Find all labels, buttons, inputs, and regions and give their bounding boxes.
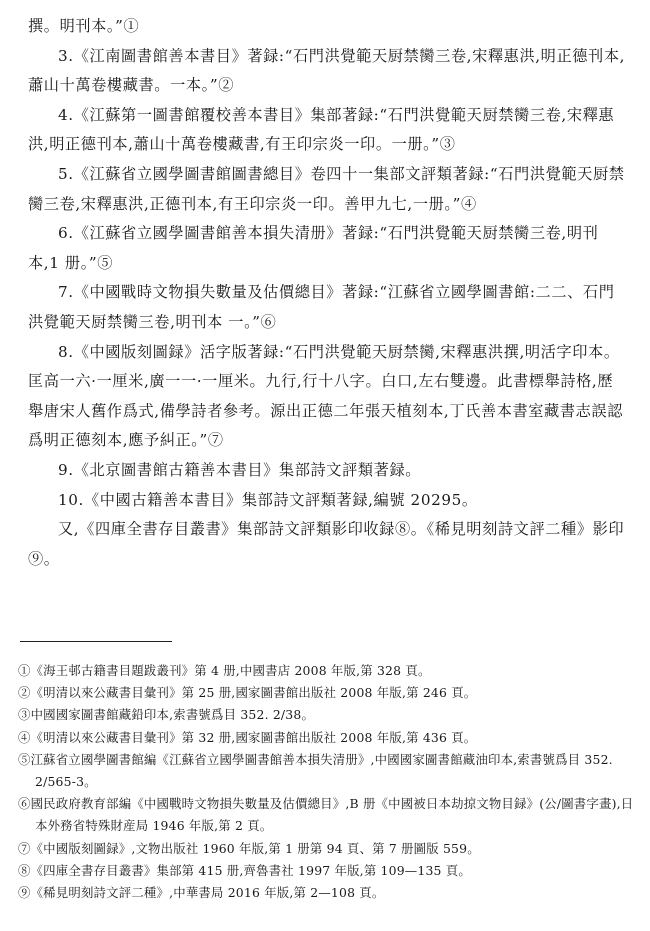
entry-3: 3.《江南圖書館善本書目》著録:“石門洪覺範天厨禁臠三卷,宋釋惠洪,明正德刊本,蕭山十萬卷樓藏書。一本。”②: [28, 46, 626, 95]
footnote-3: ③中國國家圖書館藏鉛印本,索書號爲目 352. 2/38。: [18, 707, 315, 723]
entry-9: 9.《北京圖書館古籍善本書目》集部詩文評類著録。: [58, 460, 422, 479]
footnote-7: ⑦《中國版刻圖録》,文物出版社 1960 年版,第 1 册第 94 頁、第 7 册圖版 559。: [18, 840, 480, 856]
footnote-8: ⑧《四庫全書存目叢書》集部第 415 册,齊魯書社 1997 年版,第 109—135 頁。: [18, 862, 471, 878]
footnote-4: ④《明清以來公藏書目彙刊》第 32 册,國家圖書館出版社 2008 年版,第 436 頁。: [18, 729, 477, 745]
entry-8: 8.《中國版刻圖録》活字版著録:“石門洪覺範天厨禁臠,宋釋惠洪撰,明活字印本。匡高一六·一厘米,廣一一·一厘米。九行,行十八字。白口,左右雙邊。此書標舉詩格,歷舉唐宋人舊作爲式,備學詩者參考。源出正德二年張天植刻本,丁氏善本書室藏書志誤認爲明正德刻本,應予糾正。”⑦: [28, 342, 623, 450]
entry-6: 6.《江蘇省立國學圖書館善本損失清册》著録:“石門洪覺範天厨禁臠三卷,明刊本,1 册。”⑤: [28, 224, 599, 272]
main-text: [28, 12, 628, 574]
footnote-5: ⑤江蘇省立國學圖書館編《江蘇省立國學圖書館善本損失清册》,中國國家圖書館藏油印本,索書號爲目 352. 2/565-3。: [18, 751, 613, 790]
entry-5: 5.《江蘇省立國學圖書館圖書總目》卷四十一集部文評類著録:“石門洪覺範天厨禁臠三卷,宋釋惠洪,正德刊本,有王印宗炎一印。善甲九七,一册。”④: [28, 164, 625, 213]
footnote-1: ①《海王邨古籍書目題跋叢刊》第 4 册,中國書店 2008 年版,第 328 頁。: [18, 663, 431, 678]
entry-10: 10.《中國古籍善本書目》集部詩文評類著録,編號 20295。: [58, 490, 478, 509]
closing-paragraph: 又,《四庫全書存目叢書》集部詩文評類影印收録⑧。《稀見明刻詩文評二種》影印⑨。: [28, 520, 625, 568]
footnote-6: ⑥國民政府教育部編《中國戰時文物損失數量及估價總目》,B 册《中國被日本劫掠文物目録》(公/圖書字畫),日本外務省特殊財産局 1946 年版,第 2 頁。: [18, 796, 634, 834]
paragraph-continuation: 撰。明刊本。”①: [28, 17, 140, 35]
footnote-2: ②《明清以來公藏書目彙刊》第 25 册,國家圖書館出版社 2008 年版,第 246 頁。: [18, 685, 477, 701]
footnote-separator: [20, 641, 172, 642]
footnote-9: ⑨《稀見明刻詩文評二種》,中華書局 2016 年版,第 2—108 頁。: [18, 885, 385, 901]
entry-4: 4.《江蘇第一圖書館覆校善本書目》集部著録:“石門洪覺範天厨禁臠三卷,宋釋惠洪,明正德刊本,蕭山十萬卷樓藏書,有王印宗炎一印。一册。”③: [28, 105, 615, 154]
footnotes: [18, 660, 634, 904]
entry-7: 7.《中國戰時文物損失數量及估價總目》著録:“江蘇省立國學圖書館:二二、石門洪覺範天厨禁臠三卷,明刊本 一。”⑥: [28, 283, 615, 331]
